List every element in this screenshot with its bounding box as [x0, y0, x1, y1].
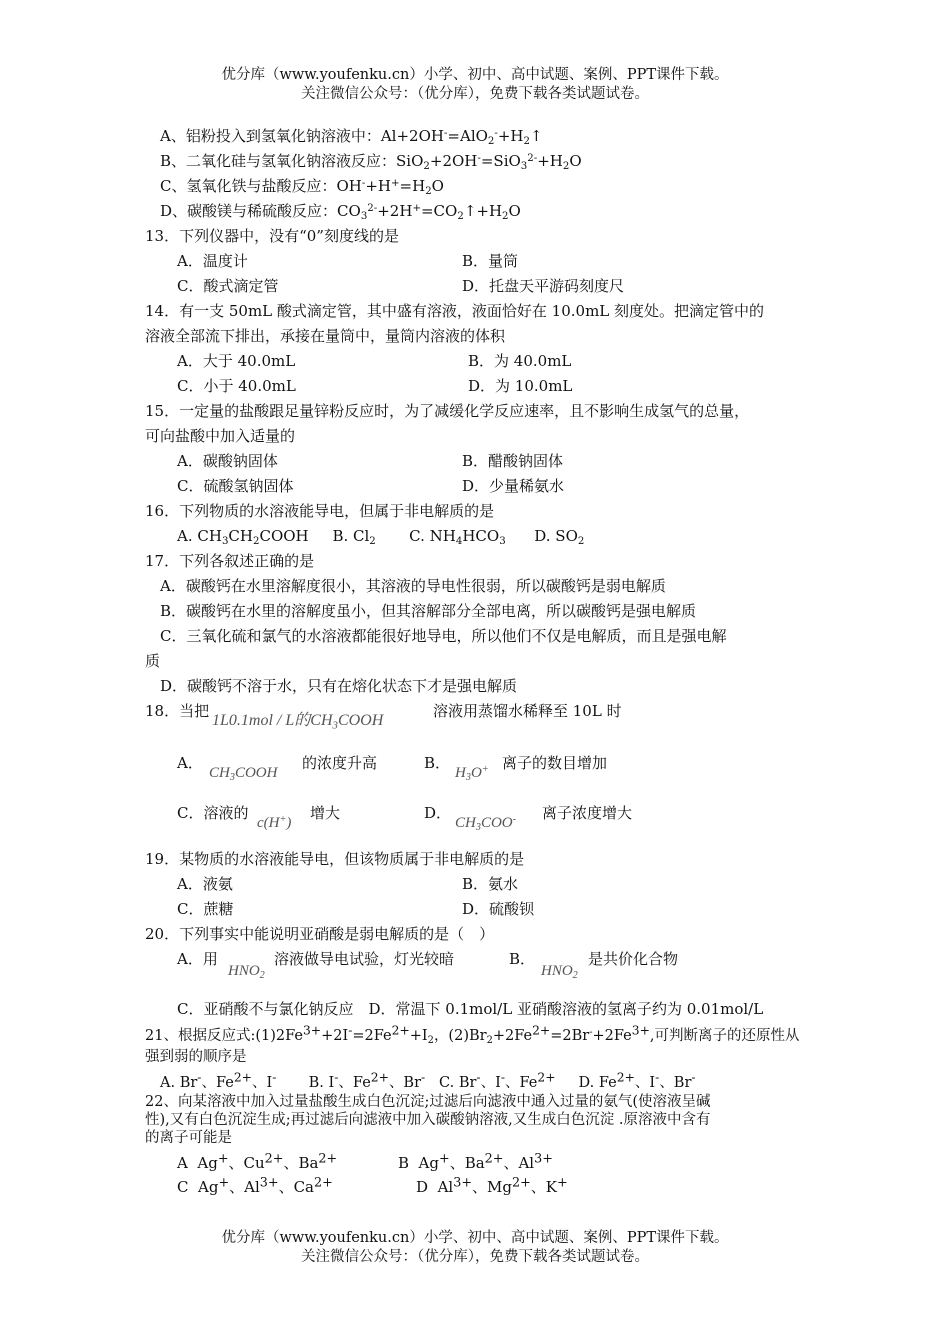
q12-option-c: C、氢氧化铁与盐酸反应：$OH^-+H^+=H_2O$: [160, 177, 444, 198]
q20-stem: 20．下列事实中能说明亚硝酸是弱电解质的是（ ）: [145, 925, 495, 943]
q12-option-d: D、碳酸镁与稀硫酸反应：$CO_3^{2-}+2H^+=CO_2↑+H_2O$: [160, 202, 521, 223]
q19-option-b: B．氨水: [462, 875, 519, 893]
q18-stem-post: 溶液用蒸馏水稀释至 10L 时: [433, 702, 622, 720]
q15-option-c: C．硫酸氢钠固体: [177, 477, 294, 495]
page-header-line-1: 优分库（www.youfenku.cn）小学、初中、高中试题、案例、PPT课件下载。: [221, 67, 729, 83]
q18-option-d-formula: $CH_3COO^-$: [455, 813, 517, 834]
q19-option-d: D．硫酸钡: [462, 900, 535, 918]
q15-option-b: B．醋酸钠固体: [462, 452, 564, 470]
q14-option-d: D．为 10.0mL: [468, 377, 573, 395]
q18-option-a-text: 的浓度升高: [302, 754, 378, 772]
q19-option-c: C．蔗糖: [177, 900, 234, 918]
q12-option-a: A、铝粉投入到氢氧化钠溶液中：$Al+2OH^-=AlO_2^-+H_2↑$: [160, 127, 543, 148]
q15-option-d: D．少量稀氨水: [462, 477, 565, 495]
q14-option-c: C．小于 40.0mL: [177, 377, 296, 395]
q22-stem-line-2: 性),又有白色沉淀生成;再过滤后向滤液中加入碳酸钠溶液,又生成白色沉淀 .原溶液中含有: [145, 1112, 711, 1128]
q14-option-a: A．大于 40.0mL: [177, 352, 296, 370]
q16-stem: 16．下列物质的水溶液能导电，但属于非电解质的是: [145, 502, 495, 520]
q17-option-c-line-2: 质: [145, 652, 161, 670]
q13-option-a: A．温度计: [177, 252, 248, 270]
q13-stem: 13．下列仪器中，没有“0”刻度线的是: [145, 227, 399, 245]
q20-option-a-formula: $HNO_2$: [228, 963, 265, 982]
q20-option-a-text: 溶液做导电试验，灯光较暗: [274, 950, 455, 968]
q20-options-c-d: C．亚硝酸不与氯化钠反应 D．常温下 0.1mol/L 亚硝酸溶液的氢离子约为 0.01mol/L: [177, 1000, 764, 1018]
q18-option-a-formula: $CH_3COOH$: [209, 765, 278, 784]
q18-option-b-text: 离子的数目增加: [502, 754, 608, 772]
q22-option-b: B Ag+、$Ba^{2+}$、$Al^{3+}$: [398, 1151, 553, 1172]
q14-stem-line-1: 14．有一支 50mL 酸式滴定管，其中盛有溶液，液面恰好在 10.0mL 刻度处。把滴定管中的: [145, 302, 765, 320]
q17-option-c-line-1: C．三氧化硫和氯气的水溶液都能很好地导电，所以他们不仅是电解质，而且是强电解: [160, 627, 727, 645]
q17-option-b: B．碳酸钙在水里的溶解度虽小，但其溶解部分全部电离，所以碳酸钙是强电解质: [160, 602, 697, 620]
q13-option-d: D．托盘天平游码刻度尺: [462, 277, 625, 295]
q14-stem-line-2: 溶液全部流下排出，承接在量筒中，量筒内溶液的体积: [145, 327, 506, 345]
q18-option-a-label: A．: [177, 754, 203, 772]
page-header-line-2: 关注微信公众号：（优分库），免费下载各类试题试卷。: [301, 86, 649, 102]
q14-option-b: B．为 40.0mL: [468, 352, 572, 370]
q19-option-a: A．液氨: [177, 875, 233, 893]
q18-stem-pre: 18．当把: [145, 702, 210, 720]
q18-option-d-text: 离子浓度增大: [542, 804, 633, 822]
q22-stem-line-1: 22、向某溶液中加入过量盐酸生成白色沉淀;过滤后向滤液中通入过量的氨气(使溶液呈碱: [145, 1094, 711, 1110]
q12-option-b: B、二氧化硅与氢氧化钠溶液反应：$SiO_2+2OH^-=SiO_3^{2-}+H_2O$: [160, 152, 582, 173]
q18-option-d-label: D．: [424, 804, 452, 822]
q15-option-a: A．碳酸钠固体: [177, 452, 278, 470]
q22-stem-line-3: 的离子可能是: [145, 1130, 232, 1146]
q12-option-d-text: D、碳酸镁与稀硫酸反应：: [160, 202, 338, 220]
q18-option-c-label: C．溶液的: [177, 804, 249, 822]
q12-option-b-text: B、二氧化硅与氢氧化钠溶液反应：: [160, 152, 397, 170]
page-footer-line-2: 关注微信公众号：（优分库），免费下载各类试题试卷。: [301, 1249, 649, 1265]
q21-stem-line-2: 强到弱的顺序是: [145, 1049, 247, 1065]
q13-option-b: B．量筒: [462, 252, 519, 270]
q12-option-c-text: C、氢氧化铁与盐酸反应：: [160, 177, 337, 195]
q18-option-c-text: 增大: [310, 804, 341, 822]
q19-stem: 19．某物质的水溶液能导电，但该物质属于非电解质的是: [145, 850, 525, 868]
q20-option-b-label: B．: [509, 950, 536, 968]
q21-options: A. Br-、$Fe^{2+}$、I- B. I-、$Fe^{2+}$、Br- C. Br-、I-、$Fe^{2+}$ D. $Fe^{2+}$、I-、Br-: [160, 1070, 696, 1091]
q18-option-b-formula: $H_3O^+$: [455, 763, 489, 784]
q12-option-a-text: A、铝粉投入到氢氧化钠溶液中：: [160, 127, 381, 145]
q15-stem-line-1: 15．一定量的盐酸跟足量锌粉反应时，为了减缓化学反应速率，且不影响生成氢气的总量，: [145, 402, 750, 420]
q20-option-b-formula: $HNO_2$: [541, 963, 578, 982]
q17-option-d: D．碳酸钙不溶于水，只有在熔化状态下才是强电解质: [160, 677, 518, 695]
q17-option-a: A．碳酸钙在水里溶解度很小，其溶液的导电性很弱，所以碳酸钙是弱电解质: [160, 577, 666, 595]
q13-option-c: C．酸式滴定管: [177, 277, 279, 295]
q18-option-c-formula: c(H+): [257, 813, 292, 831]
q20-option-b-text: 是共价化合物: [588, 950, 679, 968]
q22-option-a: A Ag+、$Cu^{2+}$、$Ba^{2+}$: [177, 1151, 338, 1172]
q18-option-b-label: B．: [424, 754, 451, 772]
q20-option-a-label: A．用: [177, 950, 218, 968]
q16-options: A. $CH_3CH_2COOH$ B. $Cl_2$ C. $NH_4HCO_3$ D. $SO_2$: [177, 527, 585, 548]
q17-stem: 17．下列各叙述正确的是: [145, 552, 315, 570]
q15-stem-line-2: 可向盐酸中加入适量的: [145, 427, 296, 445]
q22-option-d: D $Al^{3+}$、$Mg^{2+}$、K+: [416, 1175, 568, 1196]
q18-formula-1l-ch3cooh: 1L0.1mol / L的$CH_3COOH$: [212, 712, 384, 732]
page-footer-line-1: 优分库（www.youfenku.cn）小学、初中、高中试题、案例、PPT课件下载。: [221, 1230, 729, 1246]
q21-stem-line-1: 21、根据反应式$:(1)2Fe^{3+}+2I^-=2Fe^{2+}+I_2$，$(2)Br_2+2Fe^{2+}=2Br^-+2Fe^{3+}$,可判断离子的还原性从: [145, 1023, 800, 1046]
q22-option-c: C Ag+、$Al^{3+}$、$Ca^{2+}$: [177, 1175, 333, 1196]
